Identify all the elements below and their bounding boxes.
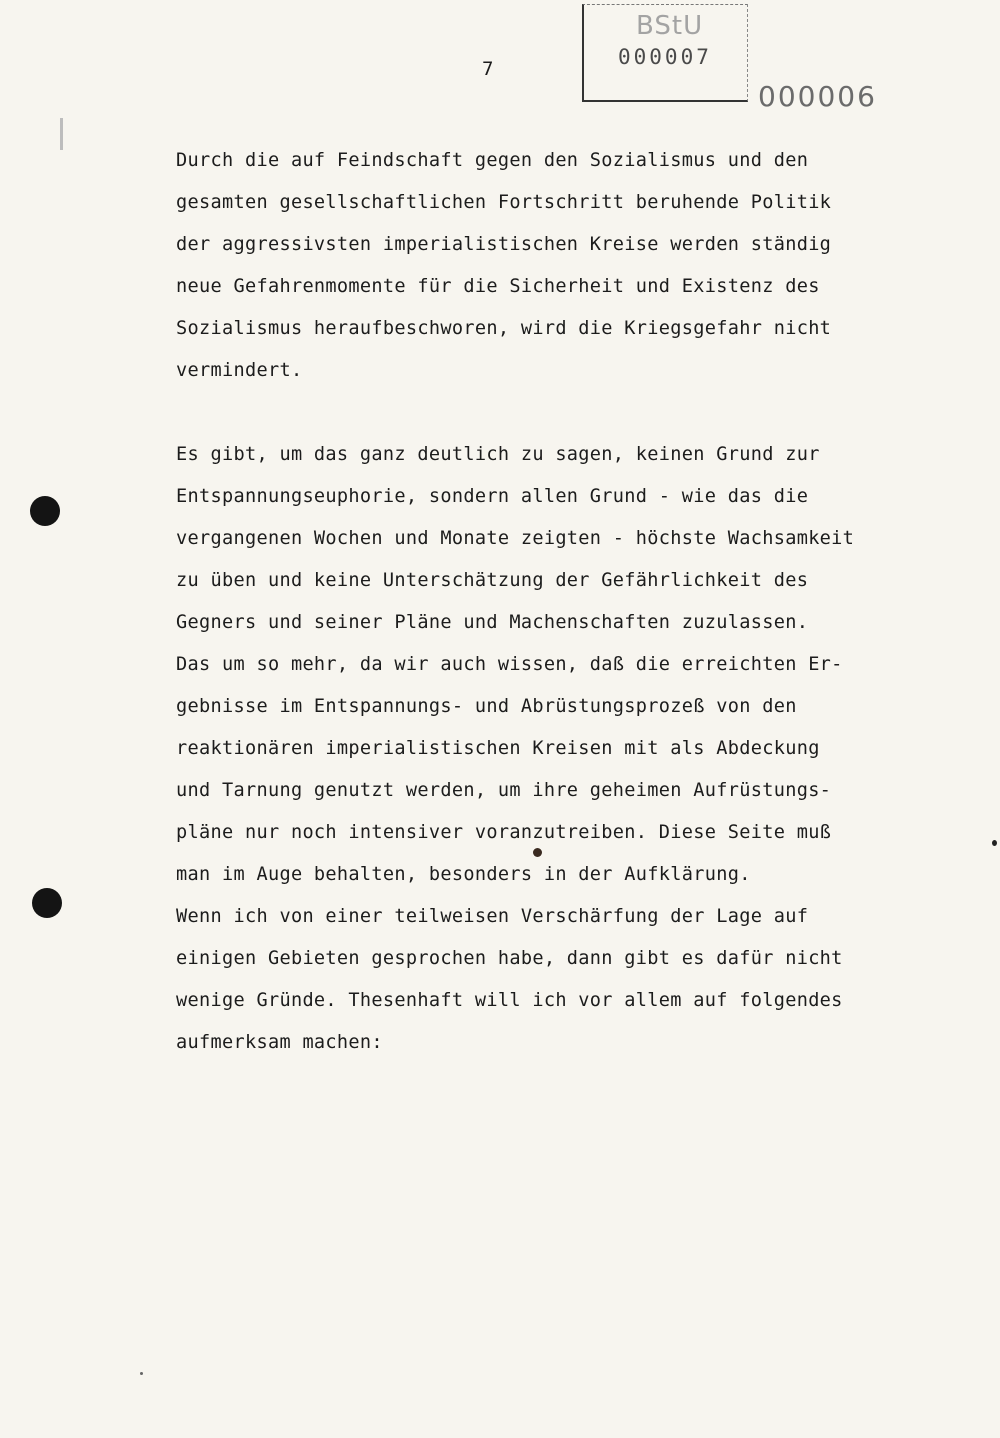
text-line: Gegners und seiner Pläne und Machenschaften zuzulassen. [176, 612, 809, 633]
punch-hole [30, 496, 60, 526]
ink-speck [992, 840, 997, 846]
text-line: gesamten gesellschaftlichen Fortschritt beruhende Politik [176, 192, 832, 213]
text-line: vermindert. [176, 360, 303, 381]
text-line: gebnisse im Entspannungs- und Abrüstungsprozeß von den [176, 696, 797, 717]
text-line: Durch die auf Feindschaft gegen den Sozialismus und den [176, 150, 809, 171]
text-line: Wenn ich von einer teilweisen Verschärfung der Lage auf [176, 906, 809, 927]
paragraph [176, 434, 936, 1064]
text-line: wenige Gründe. Thesenhaft will ich vor allem auf folgendes [176, 990, 843, 1011]
text-line: zu üben und keine Unterschätzung der Gefährlichkeit des [176, 570, 809, 591]
text-line: aufmerksam machen: [176, 1032, 383, 1053]
text-line: man im Auge behalten, besonders in der Aufklärung. [176, 864, 751, 885]
text-line: neue Gefahrenmomente für die Sicherheit und Existenz des [176, 276, 820, 297]
body-text [176, 140, 936, 1064]
archive-stamp [582, 4, 748, 102]
ink-speck [140, 1372, 143, 1375]
punch-hole [32, 888, 62, 918]
text-line: und Tarnung genutzt werden, um ihre geheimen Aufrüstungs- [176, 780, 832, 801]
page-number: 7 [482, 58, 494, 80]
text-line: der aggressivsten imperialistischen Kreise werden ständig [176, 234, 832, 255]
stamp-number: 000007 [618, 45, 712, 69]
paragraph-gap [176, 392, 936, 434]
text-line: Entspannungseuphorie, sondern allen Grund - wie das die [176, 486, 809, 507]
text-line: Es gibt, um das ganz deutlich zu sagen, keinen Grund zur [176, 444, 820, 465]
archive-number: 000006 [758, 80, 877, 113]
paragraph [176, 140, 936, 392]
ink-speck [533, 848, 542, 857]
text-line: vergangenen Wochen und Monate zeigten - höchste Wachsamkeit [176, 528, 855, 549]
text-line: Sozialismus heraufbeschworen, wird die Kriegsgefahr nicht [176, 318, 832, 339]
edge-mark [60, 118, 63, 150]
text-line: Das um so mehr, da wir auch wissen, daß die erreichten Er- [176, 654, 843, 675]
text-line: pläne nur noch intensiver voranzutreiben. Diese Seite muß [176, 822, 832, 843]
text-line: reaktionären imperialistischen Kreisen mit als Abdeckung [176, 738, 820, 759]
stamp-agency: BStU [636, 11, 704, 41]
text-line: einigen Gebieten gesprochen habe, dann gibt es dafür nicht [176, 948, 843, 969]
